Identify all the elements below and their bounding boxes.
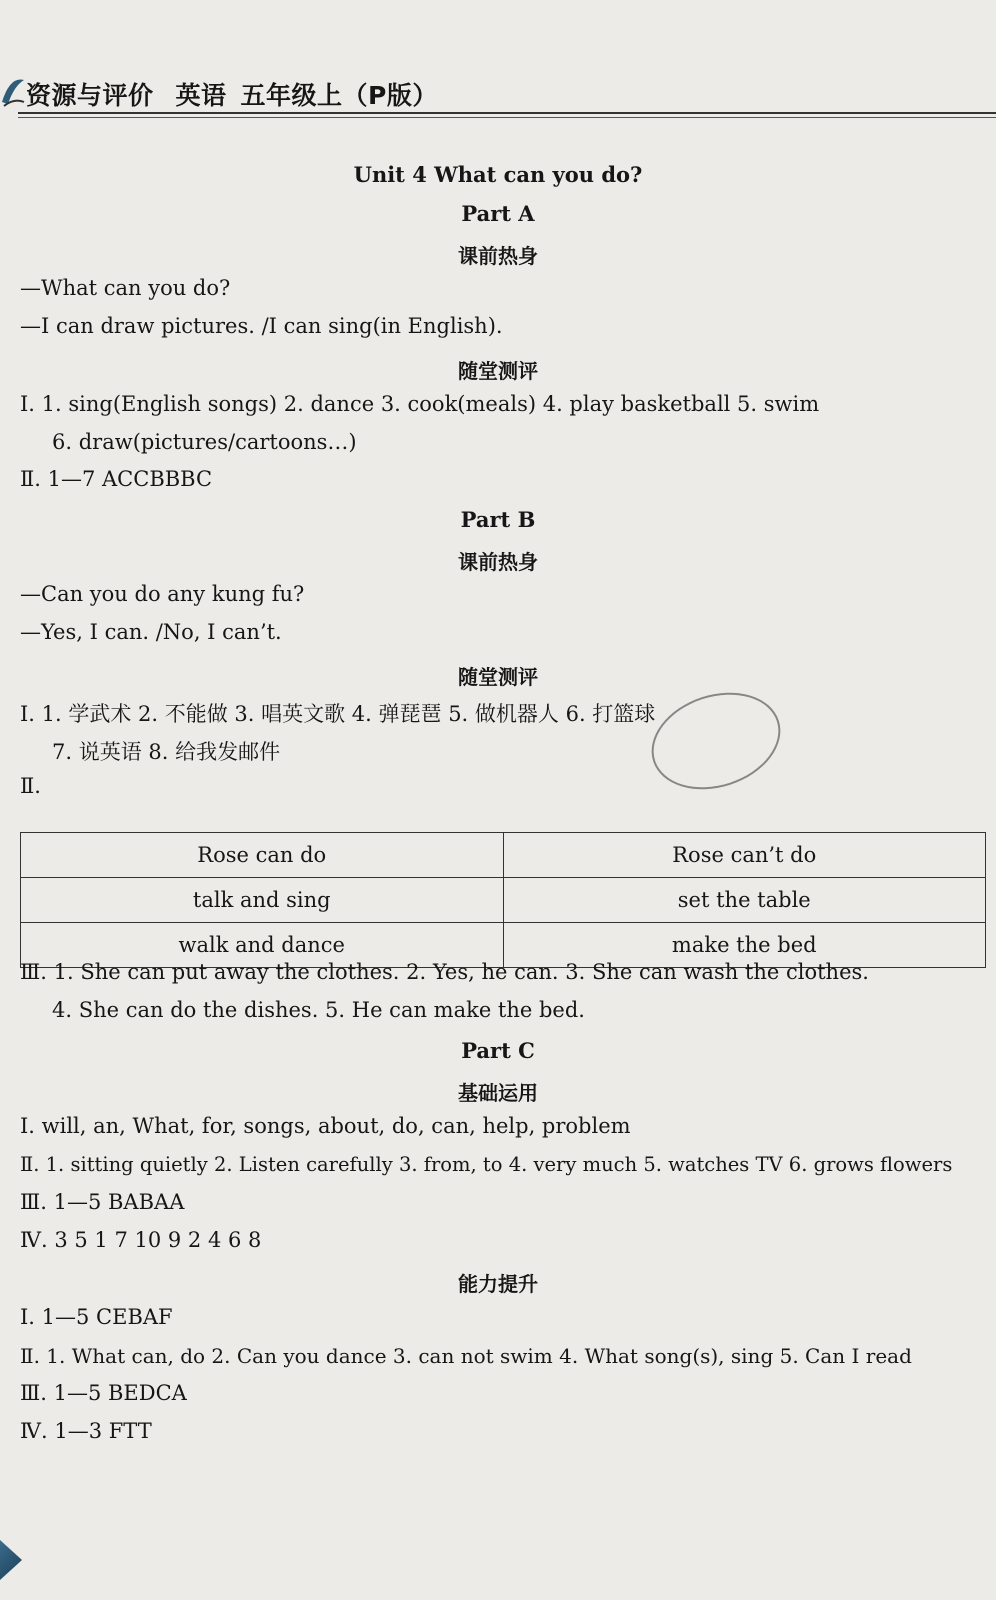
part-b-quiz-line: Ⅱ. — [20, 774, 41, 798]
part-c-basic-line: Ⅲ. 1—5 BABAA — [20, 1190, 185, 1214]
part-c-advanced-line: Ⅰ. 1—5 CEBAF — [20, 1305, 173, 1329]
part-b-warmup-line: —Yes, I can. /No, I can’t. — [20, 620, 282, 644]
page-header — [0, 70, 996, 122]
part-a-quiz-line: 6. draw(pictures/cartoons…) — [52, 430, 357, 454]
part-c-basic-line: Ⅳ. 3 5 1 7 10 9 2 4 6 8 — [20, 1228, 262, 1252]
header-rule-thin — [18, 117, 996, 118]
part-c-advanced-line: Ⅲ. 1—5 BEDCA — [20, 1381, 187, 1405]
part-a-warmup-line: —What can you do? — [20, 276, 231, 300]
table-header-cell: Rose can do — [21, 833, 504, 878]
table-cell: talk and sing — [21, 878, 504, 923]
table-header-cell: Rose can’t do — [503, 833, 986, 878]
part-c-advanced-line: Ⅱ. 1. What can, do 2. Can you dance 3. can not swim 4. What song(s), sing 5. Can I read — [20, 1344, 912, 1368]
part-c-advanced-line: Ⅳ. 1—3 FTT — [20, 1419, 152, 1443]
part-c-basic-heading: 基础运用 — [458, 1081, 538, 1105]
part-b-warmup-line: —Can you do any kung fu? — [20, 582, 305, 606]
part-b-answers-line: 4. She can do the dishes. 5. He can make the bed. — [52, 998, 585, 1022]
part-a-title: Part A — [461, 201, 535, 226]
part-b-quiz-line: Ⅰ. 1. 学武术 2. 不能做 3. 唱英文歌 4. 弹琵琶 5. 做机器人 6. 打篮球 — [20, 702, 656, 726]
part-a-warmup-line: —I can draw pictures. /I can sing(in English). — [20, 314, 503, 338]
part-b-answers-line: Ⅲ. 1. She can put away the clothes. 2. Yes, he can. 3. She can wash the clothes. — [20, 960, 869, 984]
subject-label: 英语 — [175, 81, 227, 110]
table-row — [21, 833, 986, 878]
table-cell: walk and dance — [21, 923, 504, 968]
part-a-quiz-line: Ⅱ. 1—7 ACCBBBC — [20, 467, 213, 491]
part-c-title: Part C — [461, 1038, 535, 1063]
table-cell: make the bed — [503, 923, 986, 968]
book-logo-icon — [0, 72, 26, 108]
answer-table — [20, 832, 986, 968]
corner-tab — [0, 1540, 22, 1580]
part-c-advanced-heading: 能力提升 — [458, 1272, 538, 1296]
stamp-seal — [639, 677, 793, 805]
part-b-quiz-line: 7. 说英语 8. 给我发邮件 — [52, 740, 281, 764]
part-a-quiz-heading: 随堂测评 — [458, 359, 538, 383]
header-rule — [18, 112, 996, 114]
grade-label: 五年级上（P版） — [240, 81, 438, 110]
part-b-quiz-heading: 随堂测评 — [458, 665, 538, 689]
part-b-warmup-heading: 课前热身 — [458, 550, 538, 574]
part-c-basic-line: Ⅱ. 1. sitting quietly 2. Listen carefully 3. from, to 4. very much 5. watches TV 6. grows flowers — [20, 1153, 953, 1176]
book-title: 资源与评价 — [26, 81, 154, 110]
table-cell: set the table — [503, 878, 986, 923]
part-c-basic-line: Ⅰ. will, an, What, for, songs, about, do, can, help, problem — [20, 1114, 631, 1138]
part-a-quiz-line: Ⅰ. 1. sing(English songs) 2. dance 3. cook(meals) 4. play basketball 5. swim — [20, 392, 820, 416]
table-row — [21, 878, 986, 923]
unit-title: Unit 4 What can you do? — [353, 162, 643, 187]
part-a-warmup-heading: 课前热身 — [458, 244, 538, 268]
header-title — [26, 76, 438, 112]
part-b-title: Part B — [460, 507, 536, 532]
